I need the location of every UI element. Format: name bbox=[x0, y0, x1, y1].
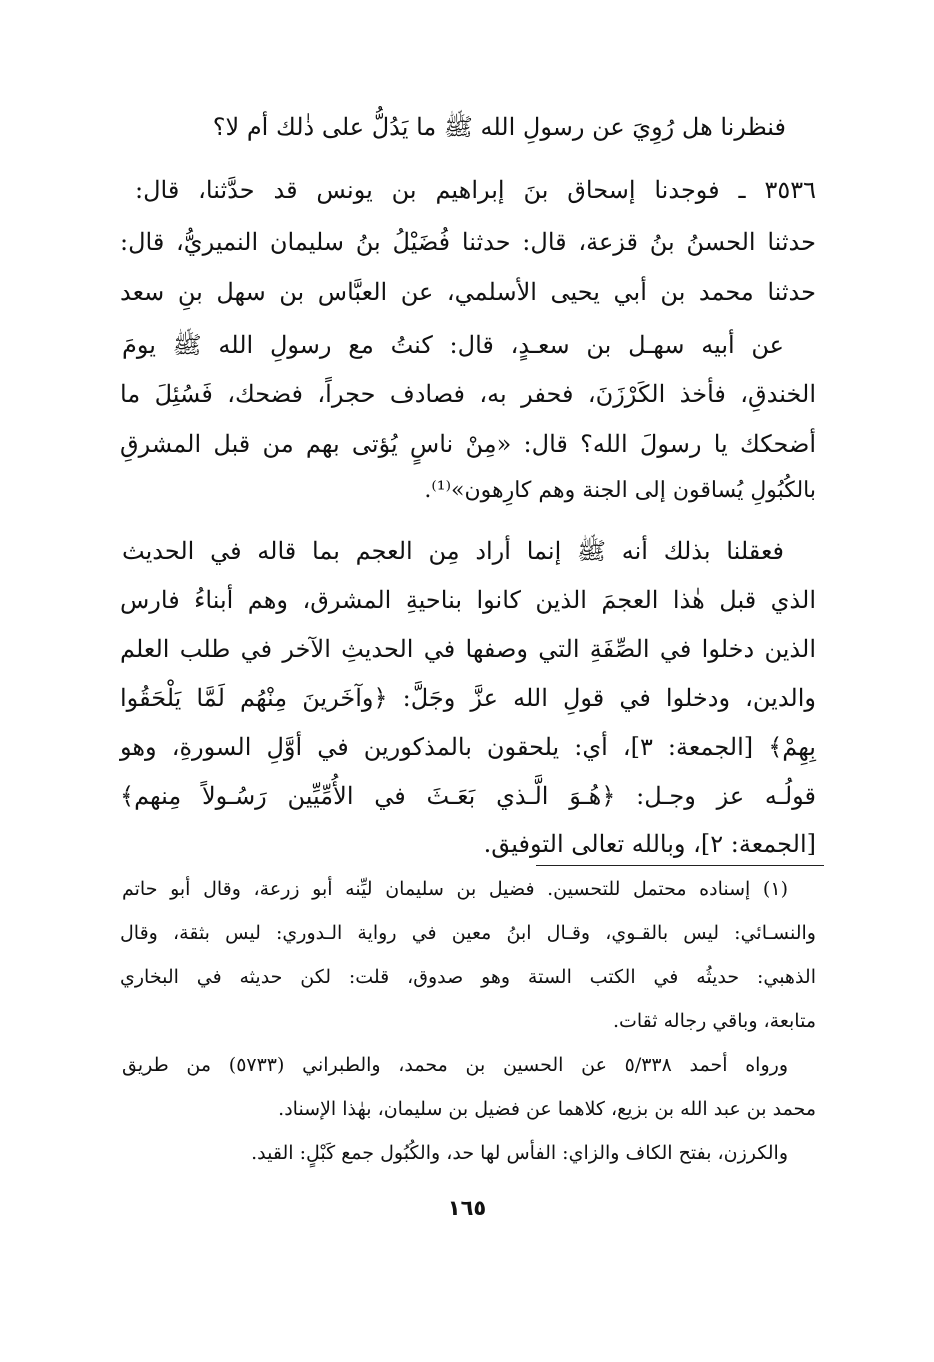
page-number: ١٦٥ bbox=[447, 1196, 487, 1220]
hadith-line-2: حدثنا الحسنُ بنُ قزعة، قال: حدثنا فُضَيْلُ بنُ سليمان النميريُّ، قال: bbox=[120, 228, 816, 256]
narration-line-3: أضحكك يا رسولَ الله؟ قال: «مِنْ ناسٍ يُؤتى بهم من قبل المشرقِ bbox=[120, 430, 816, 458]
commentary-line-7: [الجمعة: ٢]، وبالله تعالى التوفيق. bbox=[483, 830, 816, 858]
footnote-separator bbox=[536, 865, 824, 866]
footnote-line-7: والكرزن، بفتح الكاف والزاي: الفأس لها حد، والكُبُول جمع كَبْلٍ: القيد. bbox=[251, 1142, 788, 1164]
footnote-line-4: متابعة، وباقي رجاله ثقات. bbox=[612, 1010, 816, 1032]
narration-line-4: بالكُبُولِ يُساقون إلى الجنة وهم كارِهون»⁽¹⁾. bbox=[424, 478, 816, 503]
commentary-line-1: فعقلنا بذلك أنه ﷺ إنما أراد مِن العجم بما قاله في الحديث bbox=[122, 537, 784, 565]
narration-line-1: عن أبيه سهـل بن سعـدٍ، قال: كنتُ مع رسولِ الله ﷺ يومَ bbox=[122, 331, 784, 359]
commentary-line-2: الذي قبل هٰذا العجمَ الذين كانوا بناحيةِ المشرق، وهم أبناءُ فارس bbox=[120, 586, 816, 614]
commentary-line-4: والدين، ودخلوا في قولِ الله عزَّ وجَلَّ: ﴿وآخَرينَ مِنْهُم لَمَّا يَلْحَقُوا bbox=[120, 684, 816, 712]
footnote-line-2: والنسـائي: ليس بالقـوي، وقـال ابنُ معين في رواية الـدوري: ليس بثقة، وقال bbox=[120, 922, 816, 944]
hadith-line-3: حدثنا محمد بن أبي يحيى الأسلمي، عن العبَّاس بن سهل بنِ سعد bbox=[120, 278, 816, 306]
narration-line-2: الخندقِ، فأخذ الكَرْزَنَ، فحفر به، فصادف حجراً، فضحك، فَسُئِلَ ما bbox=[120, 380, 816, 408]
hadith-line-1: ٣٥٣٦ ـ فوجدنا إسحاق بنَ إبراهيم بن يونس قد حدَّثنا، قال: bbox=[135, 176, 816, 204]
footnote-line-1: (١) إسناده محتمل للتحسين. فضيل بن سليمان ليِّنه أبو زرعة، وقال أبو حاتم bbox=[122, 878, 788, 900]
commentary-line-5: بِهِمْ﴾ [الجمعة: ٣]، أي: يلحقون بالمذكورين في أوَّلِ السورةِ، وهو bbox=[120, 733, 816, 761]
footnote-line-3: الذهبي: حديثُه في الكتب الستة وهو صدوق، قلت: لكن حديثه في البخاري bbox=[120, 966, 816, 988]
footnote-line-6: محمد بن عبد الله بن بزيع، كلاهما عن فضيل بن سليمان، بهٰذا الإسناد. bbox=[278, 1098, 816, 1120]
commentary-line-6: قولُـه عز وجـل: ﴿هُـوَ الَّـذي بَعَـثَ في الأُمِّيِّين رَسُـولاً مِنهم﴾ bbox=[120, 782, 816, 810]
commentary-line-3: الذين دخلوا في الصِّفَةِ التي وصفها في الحديثِ الآخر في طلب العلم bbox=[120, 635, 816, 663]
footnote-line-5: ورواه أحمد ٥/٣٣٨ عن الحسين بن محمد، والطبراني (٥٧٣٣) من طريق bbox=[122, 1054, 788, 1076]
intro-line: فنظرنا هل رُوِيَ عن رسولِ الله ﷺ ما يَدُلُّ على ذٰلك أم لا؟ bbox=[212, 113, 786, 141]
